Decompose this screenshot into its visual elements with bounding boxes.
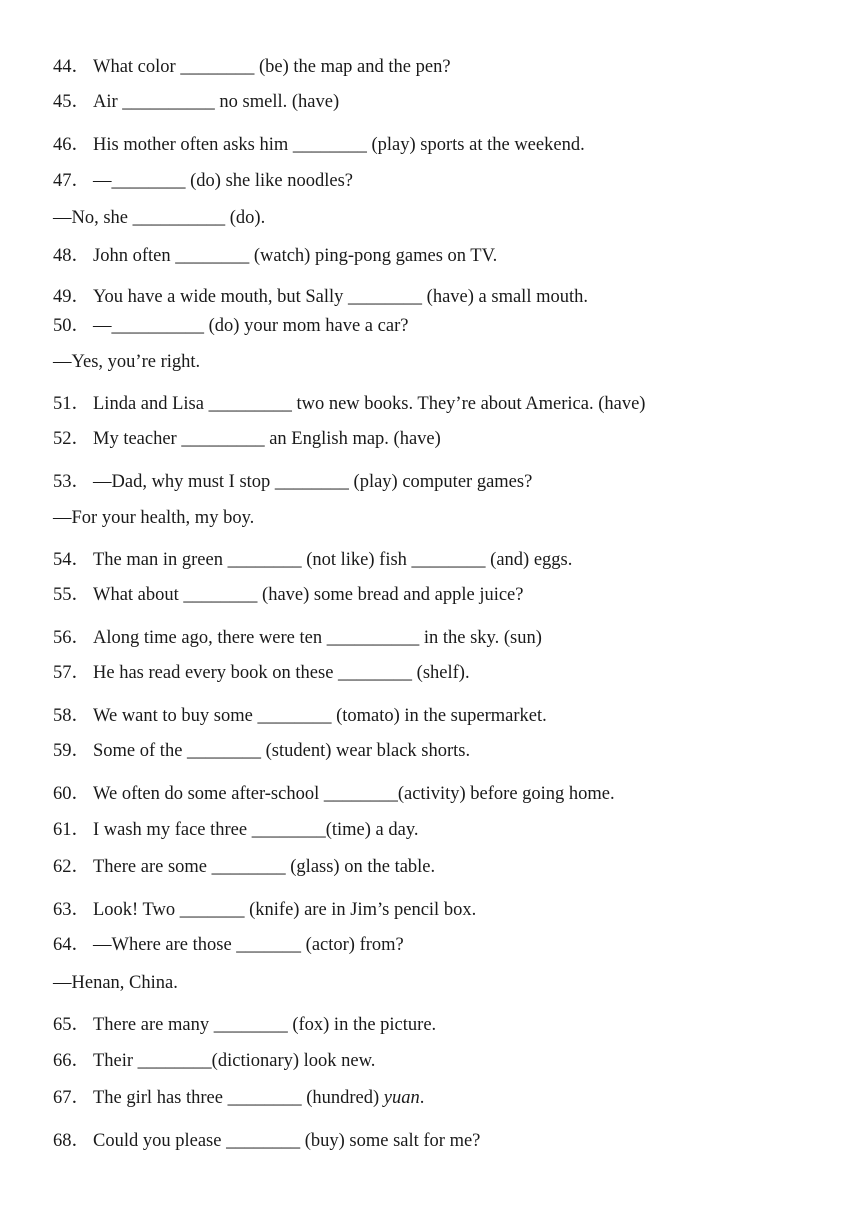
question-text: —Where are those _______ (actor) from? <box>93 935 404 955</box>
question-number: 64． <box>53 935 91 955</box>
question-text: Some of the ________ (student) wear black shorts. <box>93 741 471 761</box>
question-number: 47． <box>53 171 91 191</box>
question-text: —__________ (do) your mom have a car? <box>93 316 409 336</box>
question-49 <box>53 286 588 308</box>
question-text: John often ________ (watch) ping-pong games on TV. <box>93 246 498 266</box>
question-number: 68． <box>53 1131 91 1151</box>
question-text-tail: . <box>419 1088 425 1108</box>
question-number: 67． <box>53 1088 91 1108</box>
question-64 <box>53 934 404 956</box>
question-55 <box>53 584 523 606</box>
question-number: 50． <box>53 316 91 336</box>
answer-line-47 <box>53 207 265 229</box>
question-text: What color ________ (be) the map and the pen? <box>93 57 451 77</box>
question-text: My teacher _________ an English map. (have) <box>93 429 441 449</box>
question-text: We often do some after-school ________(activity) before going home. <box>93 784 615 804</box>
question-number: 56． <box>53 628 91 648</box>
question-60 <box>53 783 615 805</box>
question-text: —Dad, why must I stop ________ (play) computer games? <box>93 472 533 492</box>
question-number: 53． <box>53 472 91 492</box>
question-text: You have a wide mouth, but Sally ________ (have) a small mouth. <box>93 287 588 307</box>
question-number: 52． <box>53 429 91 449</box>
question-text: His mother often asks him ________ (play) sports at the weekend. <box>93 135 585 155</box>
answer-text: —Henan, China. <box>53 973 178 993</box>
question-number: 45． <box>53 92 91 112</box>
answer-line-50 <box>53 351 200 373</box>
question-number: 44． <box>53 57 91 77</box>
question-text: Look! Two _______ (knife) are in Jim’s pencil box. <box>93 900 477 920</box>
question-58 <box>53 705 547 727</box>
question-68 <box>53 1130 480 1152</box>
question-47 <box>53 170 353 192</box>
question-46 <box>53 134 585 156</box>
question-57 <box>53 662 470 684</box>
question-62 <box>53 856 435 878</box>
question-number: 61． <box>53 820 91 840</box>
question-number: 59． <box>53 741 91 761</box>
question-number: 60． <box>53 784 91 804</box>
question-text: There are some ________ (glass) on the table. <box>93 857 436 877</box>
question-48 <box>53 245 497 267</box>
question-text: Along time ago, there were ten __________ in the sky. (sun) <box>93 628 542 648</box>
question-66 <box>53 1050 375 1072</box>
question-65 <box>53 1014 436 1036</box>
question-number: 55． <box>53 585 91 605</box>
question-67 <box>53 1087 424 1109</box>
question-61 <box>53 819 419 841</box>
question-45 <box>53 91 339 113</box>
question-text: The girl has three ________ (hundred) <box>93 1088 384 1108</box>
question-number: 49． <box>53 287 91 307</box>
question-number: 58． <box>53 706 91 726</box>
question-text: We want to buy some ________ (tomato) in the supermarket. <box>93 706 547 726</box>
question-53 <box>53 471 532 493</box>
question-number: 65． <box>53 1015 91 1035</box>
question-52 <box>53 428 441 450</box>
question-number: 51． <box>53 394 91 414</box>
question-number: 66． <box>53 1051 91 1071</box>
question-number: 63． <box>53 900 91 920</box>
answer-text: —For your health, my boy. <box>53 508 255 528</box>
answer-text: —Yes, you’re right. <box>53 352 201 372</box>
question-number: 46． <box>53 135 91 155</box>
question-text: Air __________ no smell. (have) <box>93 92 340 112</box>
question-number: 48． <box>53 246 91 266</box>
answer-line-53 <box>53 507 254 529</box>
answer-text: —No, she __________ (do). <box>53 208 266 228</box>
question-text: Their ________(dictionary) look new. <box>93 1051 376 1071</box>
question-51 <box>53 393 645 415</box>
question-text: He has read every book on these ________ (shelf). <box>93 663 470 683</box>
question-44 <box>53 56 451 78</box>
question-54 <box>53 549 572 571</box>
question-text: I wash my face three ________(time) a day. <box>93 820 419 840</box>
question-text: Linda and Lisa _________ two new books. They’re about America. (have) <box>93 394 646 414</box>
question-number: 62． <box>53 857 91 877</box>
question-text: There are many ________ (fox) in the picture. <box>93 1015 437 1035</box>
question-63 <box>53 899 476 921</box>
question-50 <box>53 315 408 337</box>
question-text: —________ (do) she like noodles? <box>93 171 353 191</box>
question-56 <box>53 627 542 649</box>
question-text: Could you please ________ (buy) some salt for me? <box>93 1131 481 1151</box>
question-italic-word: yuan <box>383 1088 420 1108</box>
answer-line-64 <box>53 972 178 994</box>
question-number: 57． <box>53 663 91 683</box>
question-text: The man in green ________ (not like) fish ________ (and) eggs. <box>93 550 573 570</box>
question-59 <box>53 740 470 762</box>
question-number: 54． <box>53 550 91 570</box>
question-text: What about ________ (have) some bread and apple juice? <box>93 585 524 605</box>
